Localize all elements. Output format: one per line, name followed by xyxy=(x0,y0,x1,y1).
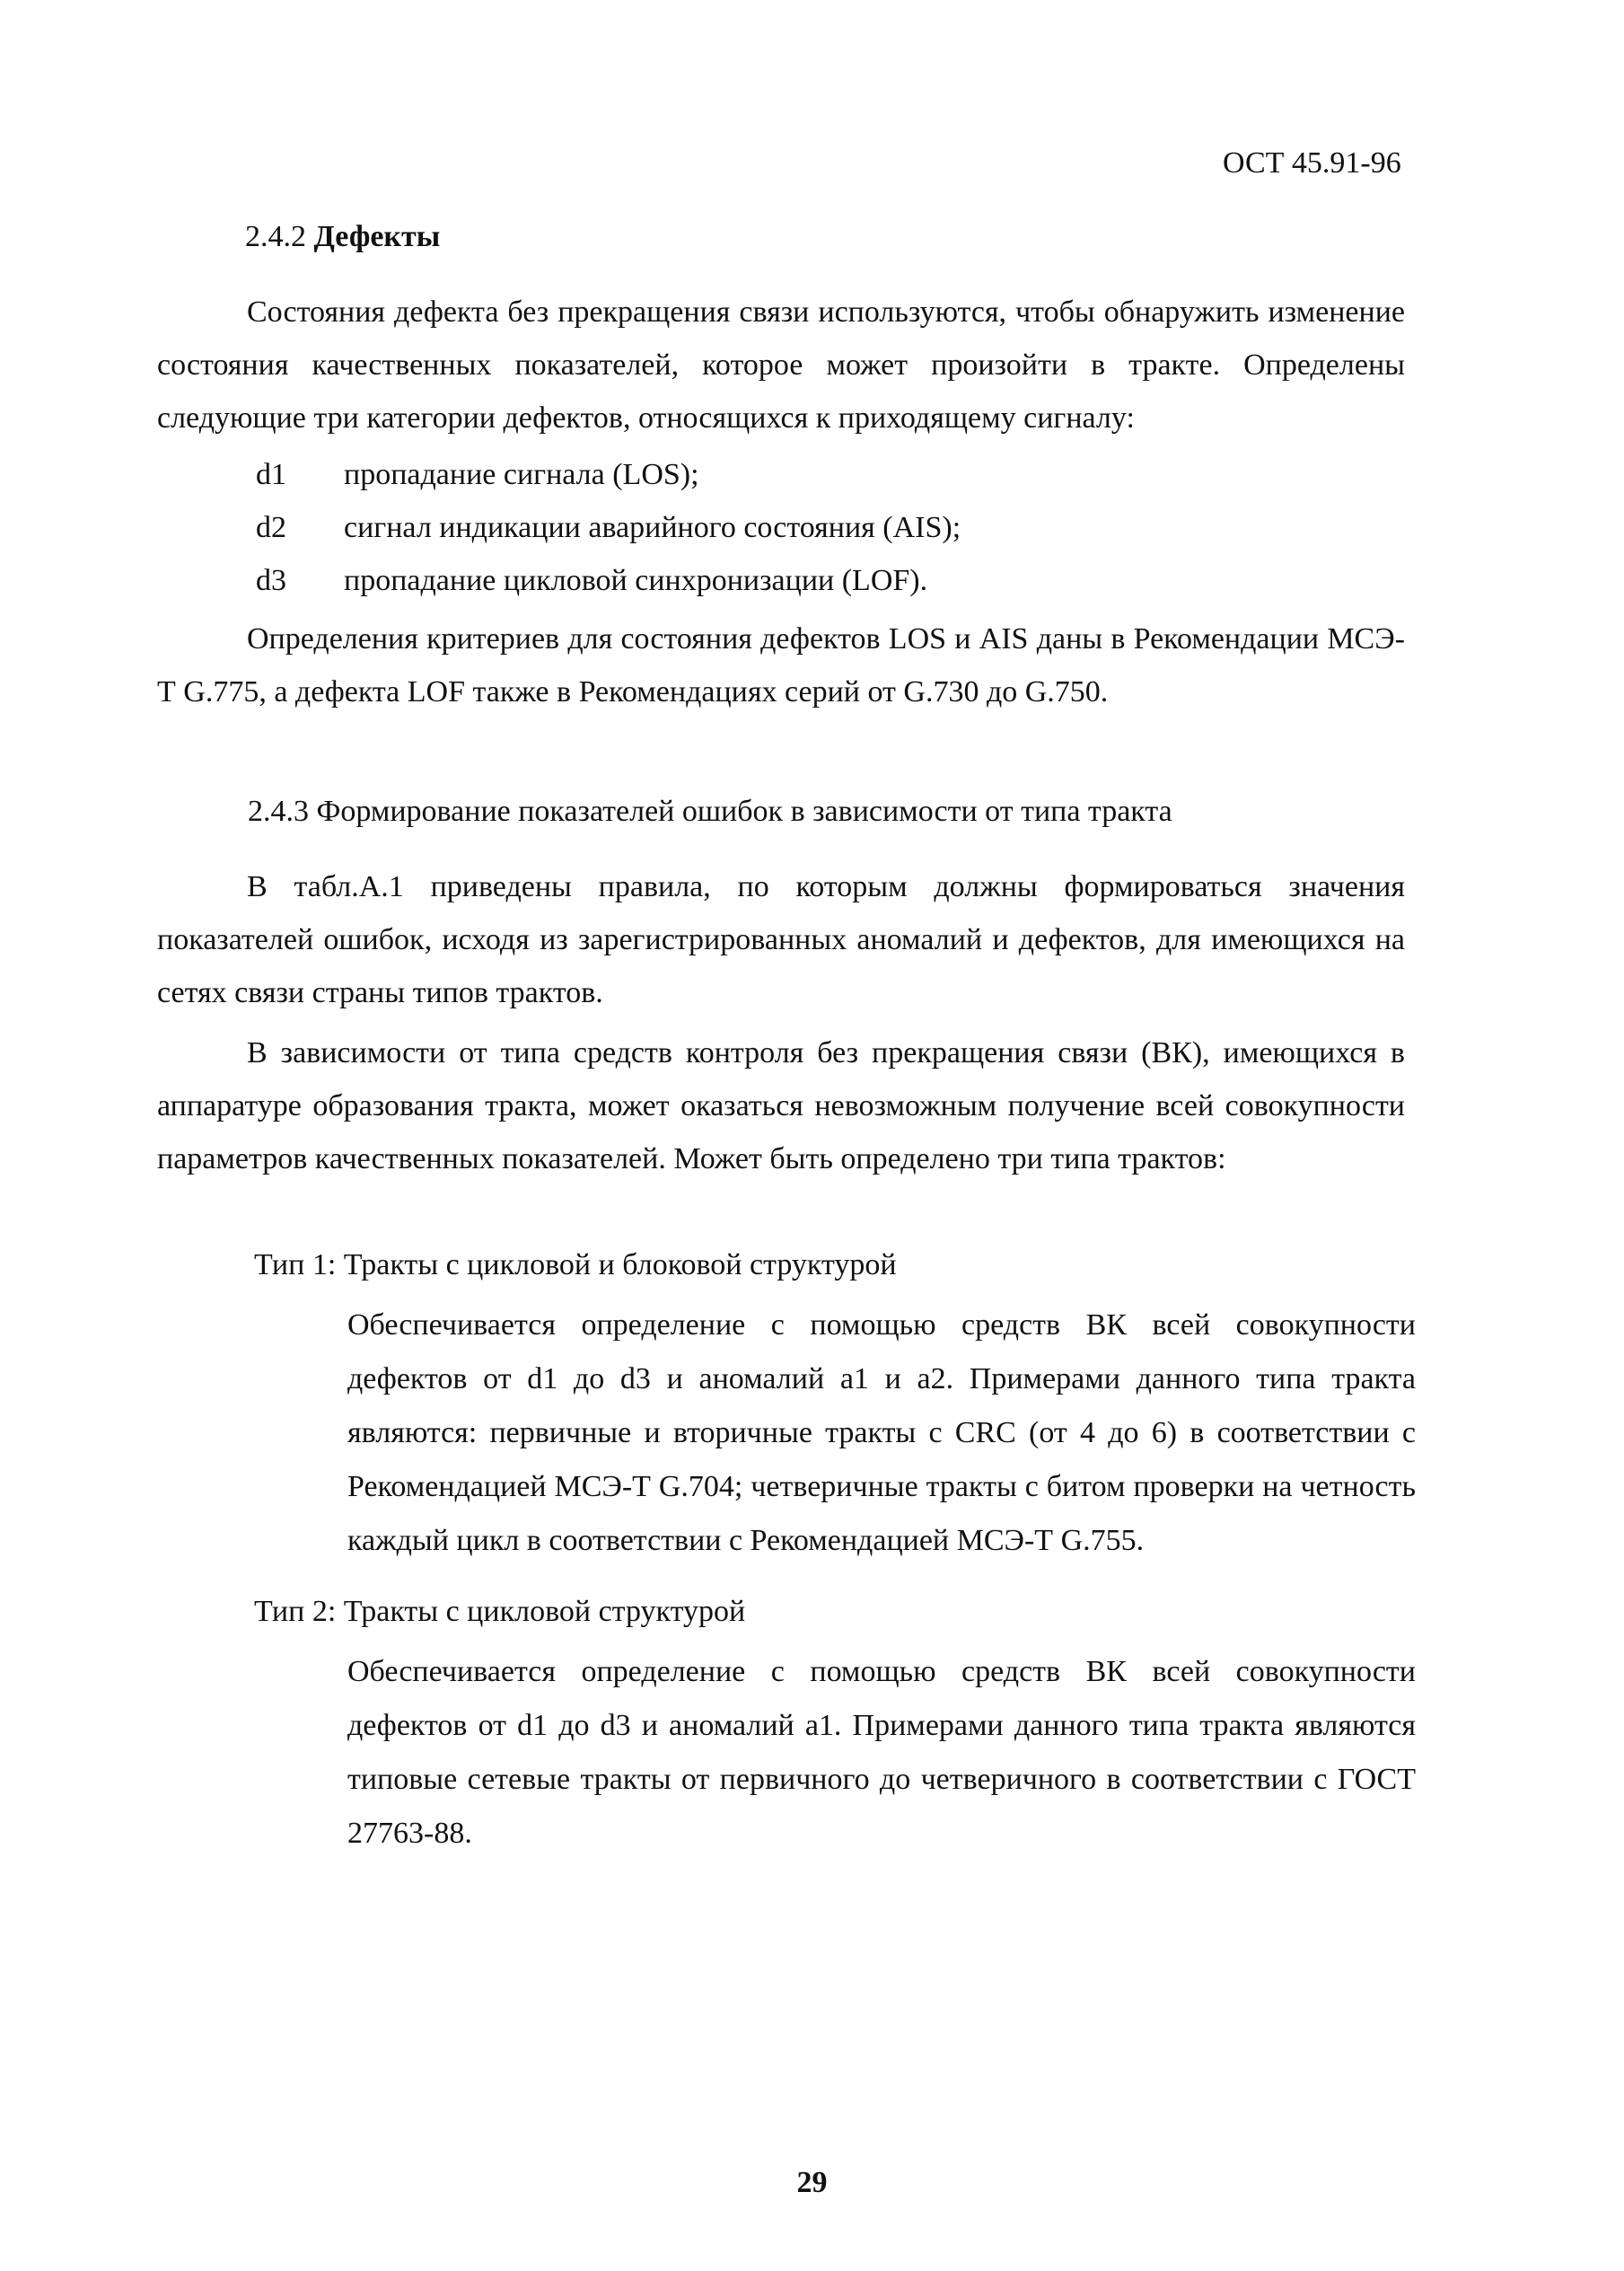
paragraph-path-types-intro: В зависимости от типа средств контроля без прекращения связи (ВК), имеющихся в аппаратуре образования тракта, может оказаться невозможным получение всей совокупности параметров качественных показателей. Может быть определено три типа трактов: xyxy=(157,1036,1405,1175)
document-code: ОСТ 45.91-96 xyxy=(1223,146,1401,180)
defect-code: d2 xyxy=(256,511,286,544)
defect-item-d1 xyxy=(256,458,699,492)
paragraph-defects-intro: Состояния дефекта без прекращения связи используются, чтобы обнаружить изменение состояния качественных показателей, которое может произойти в тракте. Определены следующие три категории дефектов, относящихся к приходящему сигналу: xyxy=(157,295,1405,435)
paragraph-table-rules: В табл.А.1 приведены правила, по которым должны формироваться значения показателей ошибок, исходя из зарегистрированных аномалий и дефектов, для имеющихся на сетях связи страны типов трактов. xyxy=(157,870,1405,1009)
defect-text: пропадание сигнала (LOS); xyxy=(344,458,699,491)
section-heading-2-4-3: 2.4.3 Формирование показателей ошибок в зависимости от типа тракта xyxy=(248,795,1172,828)
section-title: Дефекты xyxy=(313,220,441,253)
defect-item-d2 xyxy=(256,511,961,545)
section-heading-2-4-2 xyxy=(245,220,440,254)
section-number: 2.4.2 xyxy=(245,220,306,253)
path-type-2-heading: Тип 2: Тракты с цикловой структурой xyxy=(254,1595,746,1628)
defect-code: d3 xyxy=(256,564,286,597)
path-type-1-body: Обеспечивается определение с помощью средств ВК всей совокупности дефектов от d1 до d3 и аномалий a1 и a2. Примерами данного типа тракта являются: первичные и вторичные тракты с CRC (от 4 до 6) в соответствии с Рекомендацией МСЭ-Т G.704; четверичные тракты с битом проверки на четность каждый цикл в соответствии с Рекомендацией МСЭ-Т G.755. xyxy=(347,1308,1416,1557)
defect-code: d1 xyxy=(256,458,286,491)
defect-item-d3 xyxy=(256,564,927,598)
path-type-2-body: Обеспечивается определение с помощью средств ВК всей совокупности дефектов от d1 до d3 и аномалий a1. Примерами данного типа тракта являются типовые сетевые тракты от первичного до четверичного в соответствии с ГОСТ 27763-88. xyxy=(347,1655,1416,1850)
defect-text: сигнал индикации аварийного состояния (AIS); xyxy=(344,511,961,544)
path-type-1-heading: Тип 1: Тракты с цикловой и блоковой структурой xyxy=(254,1248,897,1281)
page-number: 29 xyxy=(796,2166,828,2199)
paragraph-defect-criteria: Определения критериев для состояния дефектов LOS и AIS даны в Рекомендации МСЭ-Т G.775, а дефекта LOF также в Рекомендациях серий от G.730 до G.750. xyxy=(157,622,1405,709)
defect-text: пропадание цикловой синхронизации (LOF). xyxy=(344,564,928,597)
